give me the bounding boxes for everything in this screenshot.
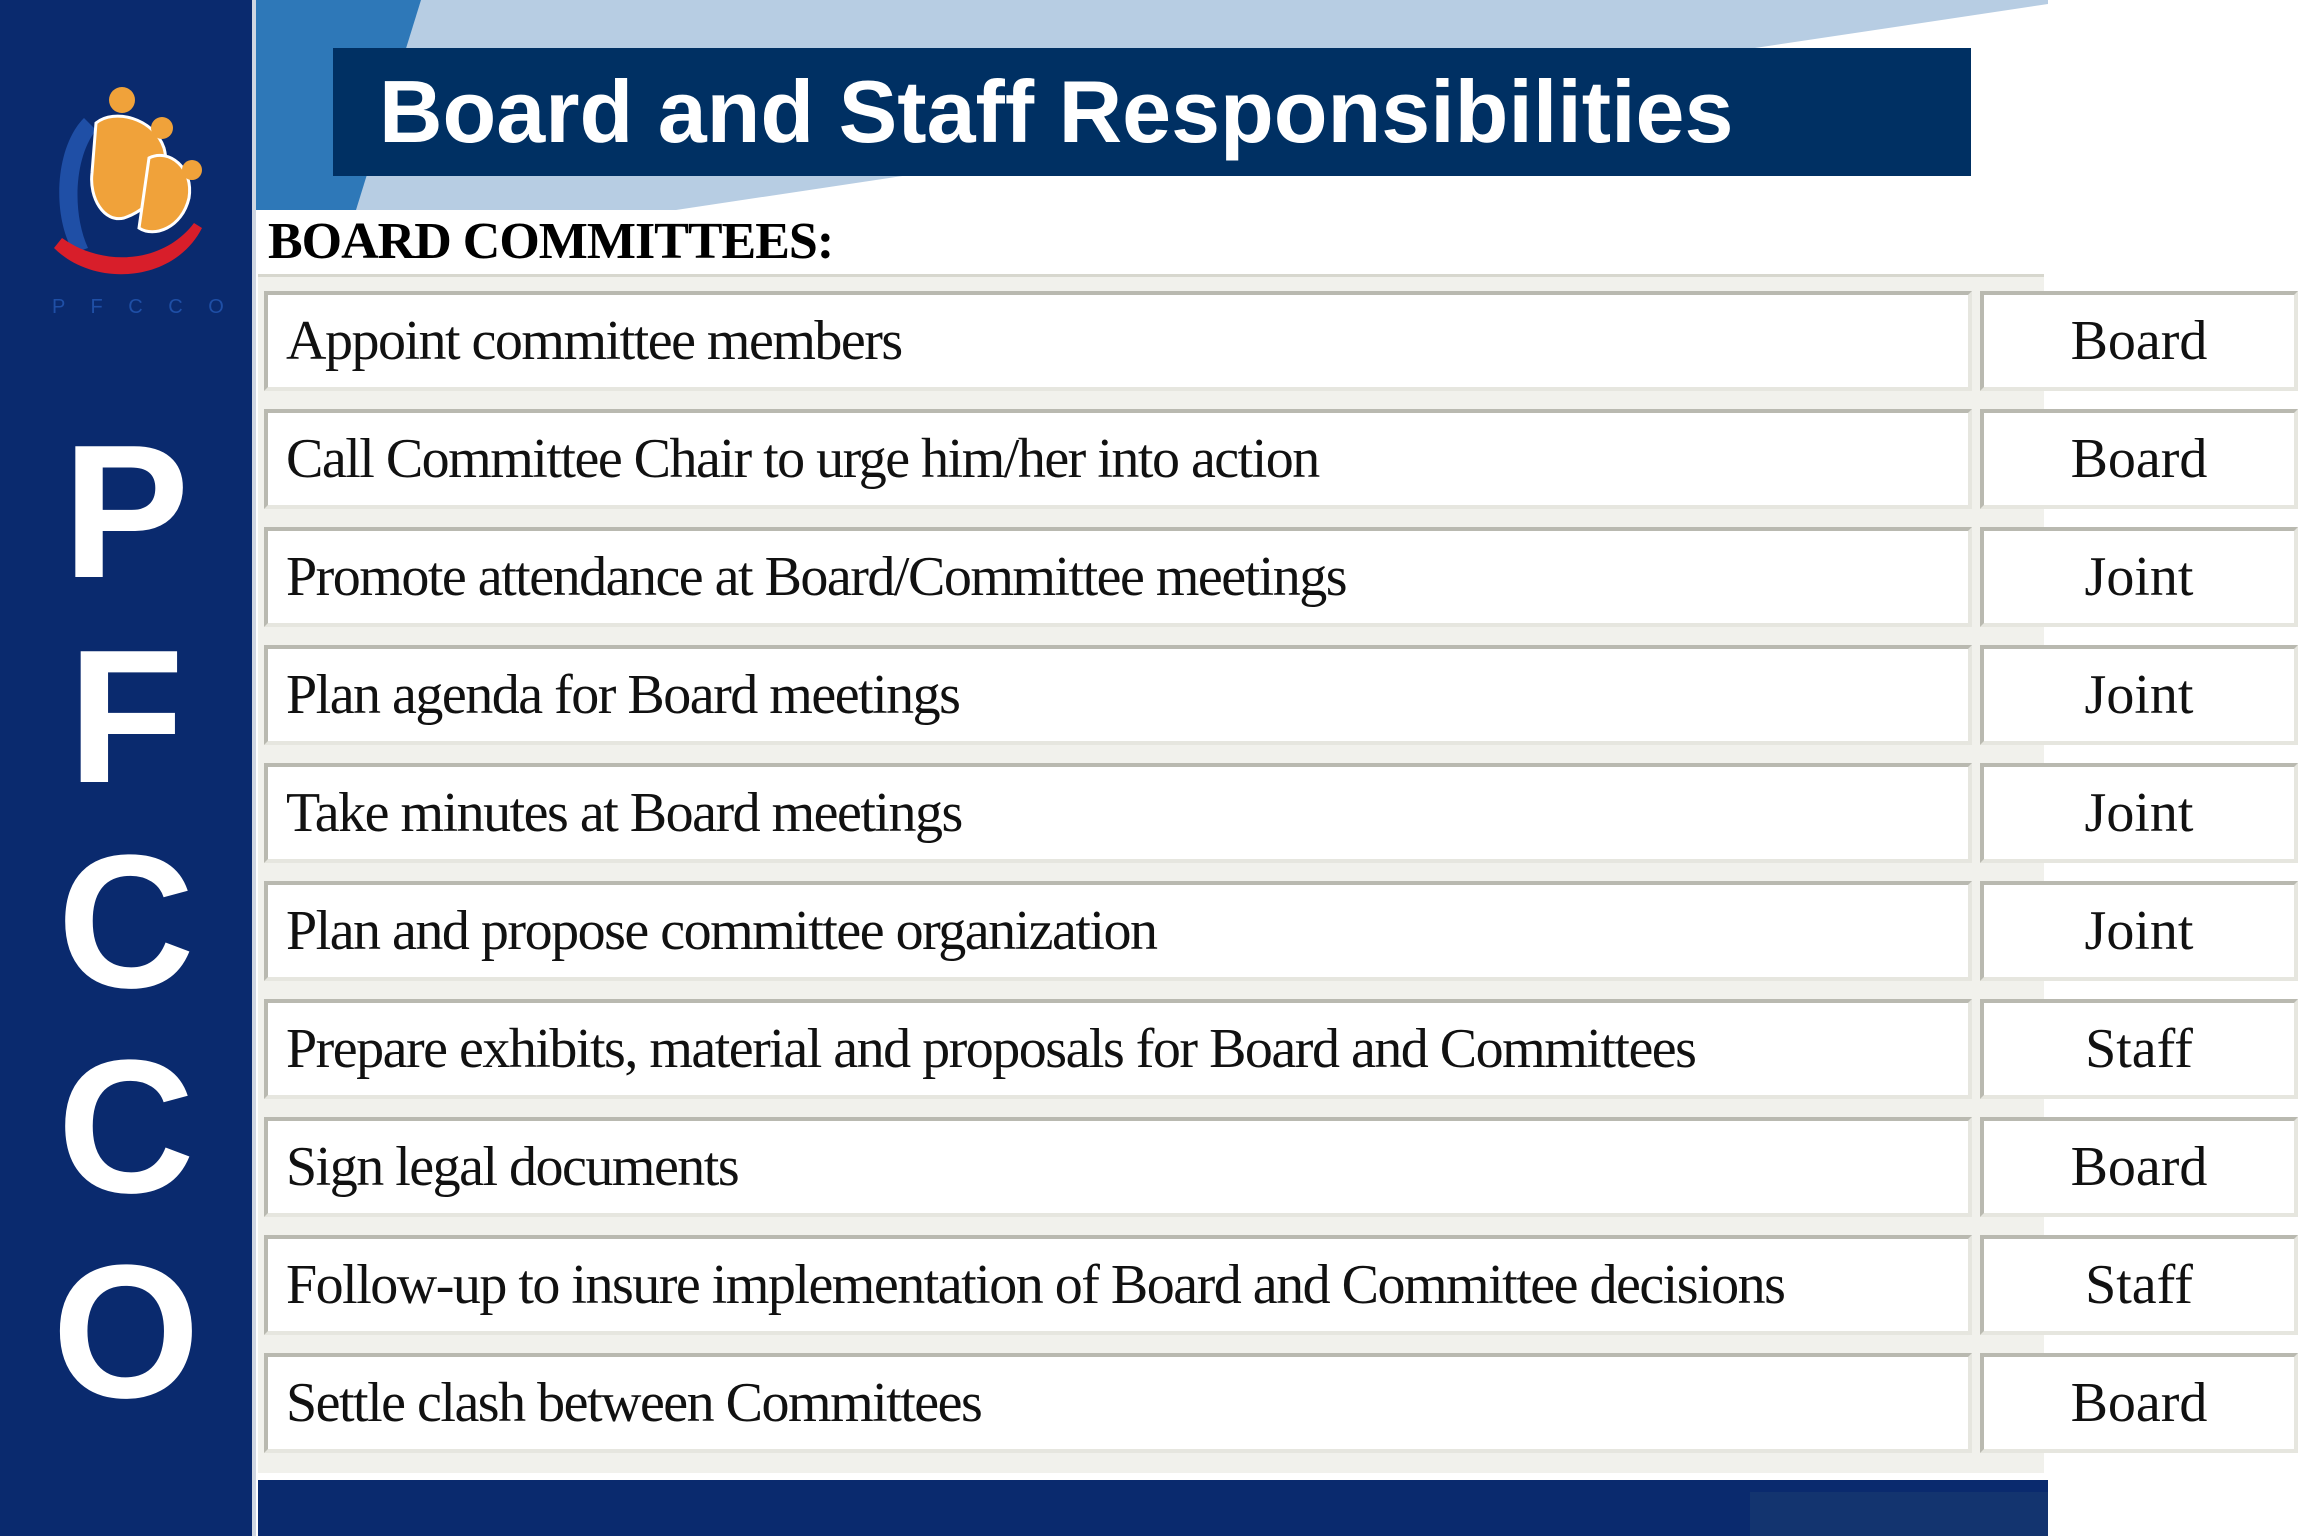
brand-letter: C	[57, 816, 195, 1028]
owner-cell: Joint	[1980, 527, 2298, 627]
owner-cell: Joint	[1980, 881, 2298, 981]
responsibilities-table	[258, 274, 2208, 1473]
footer-corner	[1750, 1492, 2048, 1536]
table-row	[258, 1221, 2193, 1340]
table-row	[258, 1339, 2208, 1458]
task-cell: Follow-up to insure implementation of Board and Committee decisions	[264, 1235, 1972, 1335]
logo-figure-body-2	[139, 155, 190, 231]
title-banner	[333, 48, 1971, 176]
task-cell: Call Committee Chair to urge him/her into action	[264, 409, 1972, 509]
brand-wordmark	[0, 406, 252, 1438]
brand-letter: C	[57, 1021, 195, 1233]
table-row	[258, 985, 2193, 1104]
owner-cell: Board	[1980, 1117, 2298, 1217]
task-cell: Appoint committee members	[264, 291, 1972, 391]
task-cell: Sign legal documents	[264, 1117, 1972, 1217]
brand-letter: F	[67, 611, 185, 823]
logo-figure-head-3	[182, 160, 202, 180]
logo-lettering: P F C C O	[52, 296, 234, 318]
task-cell: Settle clash between Committees	[264, 1353, 1972, 1453]
sidebar	[0, 0, 256, 1536]
owner-cell: Joint	[1980, 763, 2298, 863]
logo-figure-head	[109, 87, 135, 113]
owner-cell: Staff	[1980, 1235, 2298, 1335]
task-cell: Promote attendance at Board/Committee meetings	[264, 527, 1972, 627]
owner-cell: Staff	[1980, 999, 2298, 1099]
table-row	[258, 513, 2194, 632]
brand-letter: O	[52, 1226, 200, 1438]
logo-figure-head-2	[151, 117, 173, 139]
task-cell: Plan agenda for Board meetings	[264, 645, 1972, 745]
task-cell: Prepare exhibits, material and proposals for Board and Committees	[264, 999, 1972, 1099]
owner-cell: Board	[1980, 291, 2298, 391]
owner-cell: Board	[1980, 1353, 2298, 1453]
table-row	[258, 749, 2194, 868]
owner-cell: Joint	[1980, 645, 2298, 745]
slide-title: Board and Staff Responsibilities	[379, 62, 1734, 161]
task-cell: Take minutes at Board meetings	[264, 763, 1972, 863]
section-heading: BOARD COMMITTEES:	[268, 213, 834, 270]
table-row	[258, 1103, 2208, 1222]
brand-letter: P	[62, 406, 190, 618]
pfcco-logo	[44, 78, 234, 328]
table-row	[258, 277, 2208, 396]
owner-cell: Board	[1980, 409, 2298, 509]
table-row	[258, 631, 2194, 750]
table-row	[258, 867, 2194, 986]
task-cell: Plan and propose committee organization	[264, 881, 1972, 981]
table-row	[258, 395, 2208, 514]
